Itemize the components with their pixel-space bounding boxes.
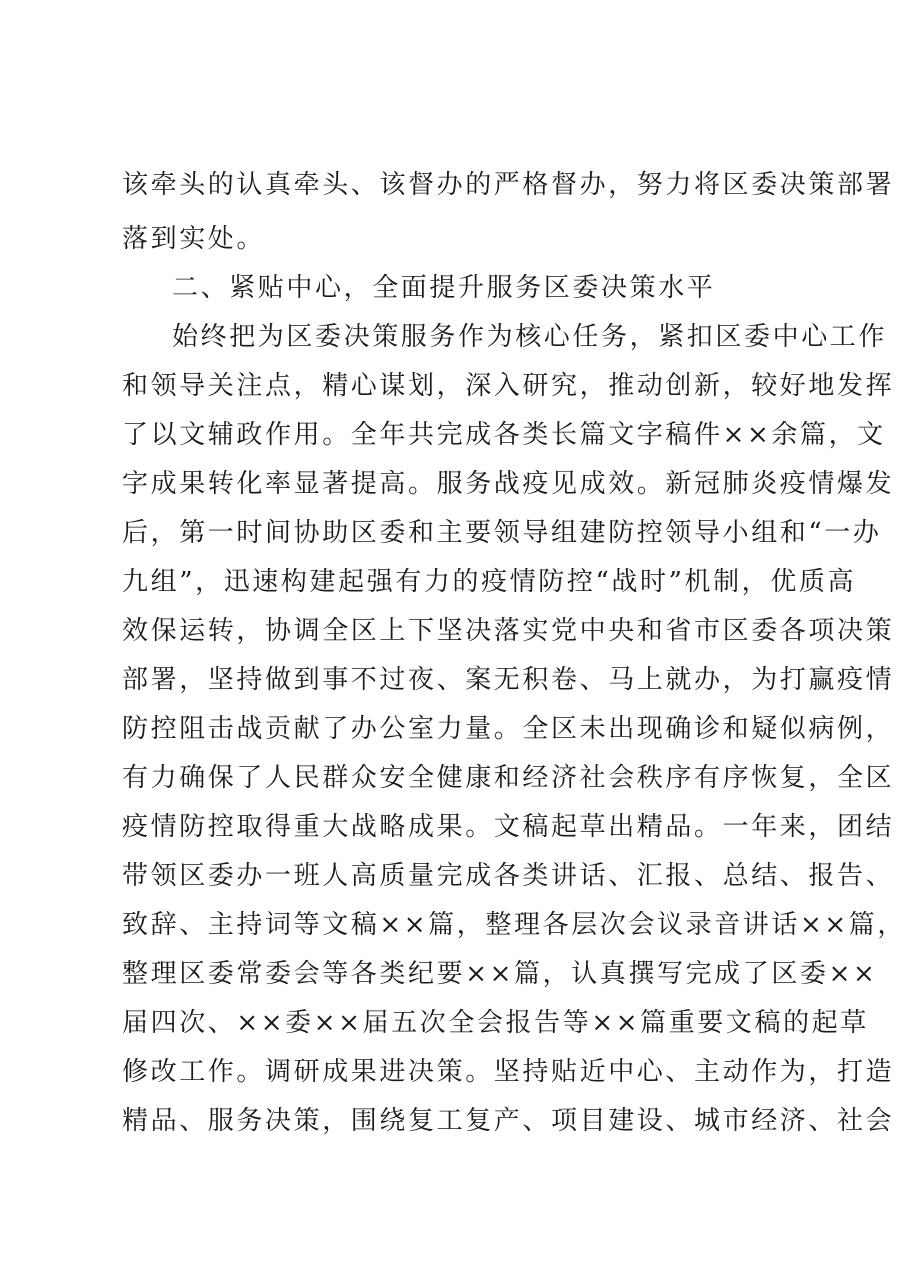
text-line: 防控阻击战贡献了办公室力量。全区未出现确诊和疑似病例， xyxy=(122,714,895,744)
text-line: 始终把为区委决策服务作为核心任务，紧扣区委中心工作 xyxy=(172,322,888,352)
text-line: 整理区委常委会等各类纪要××篇，认真撰写完成了区委×× xyxy=(122,959,878,989)
text-line: 字成果转化率显著提高。服务战疫见成效。新冠肺炎疫情爆发 xyxy=(122,469,895,499)
text-line: 疫情防控取得重大战略成果。文稿起草出精品。一年来，团结 xyxy=(122,812,895,842)
text-line: 九组”，迅速构建起强有力的疫情防控“战时”机制，优质高 xyxy=(122,567,857,597)
text-line: 了以文辅政作用。全年共完成各类长篇文字稿件××余篇，文 xyxy=(122,420,886,450)
text-line: 效保运转，协调全区上下坚决落实党中央和省市区委各项决策 xyxy=(122,616,895,646)
text-line: 带领区委办一班人高质量完成各类讲话、汇报、总结、报告、 xyxy=(122,861,895,891)
text-line: 修改工作。调研成果进决策。坚持贴近中心、主动作为，打造 xyxy=(122,1057,895,1087)
text-line: 届四次、××委××届五次全会报告等××篇重要文稿的起草 xyxy=(122,1008,869,1038)
text-line: 后，第一时间协助区委和主要领导组建防控领导小组和“一办 xyxy=(122,518,882,548)
text-line: 部署，坚持做到事不过夜、案无积卷、马上就办，为打赢疫情 xyxy=(122,665,895,695)
text-line: 精品、服务决策，围绕复工复产、项目建设、城市经济、社会 xyxy=(122,1106,895,1136)
section-heading: 二、紧贴中心，全面提升服务区委决策水平 xyxy=(172,273,716,303)
text-line: 致辞、主持词等文稿××篇，整理各层次会议录音讲话××篇， xyxy=(122,910,906,940)
text-line: 落到实处。 xyxy=(122,224,266,254)
text-line: 有力确保了人民群众安全健康和经济社会秩序有序恢复，全区 xyxy=(122,763,895,793)
text-line: 该牵头的认真牵头、该督办的严格督办，努力将区委决策部署 xyxy=(122,170,895,200)
text-line: 和领导关注点，精心谋划，深入研究，推动创新，较好地发挥 xyxy=(122,371,895,401)
